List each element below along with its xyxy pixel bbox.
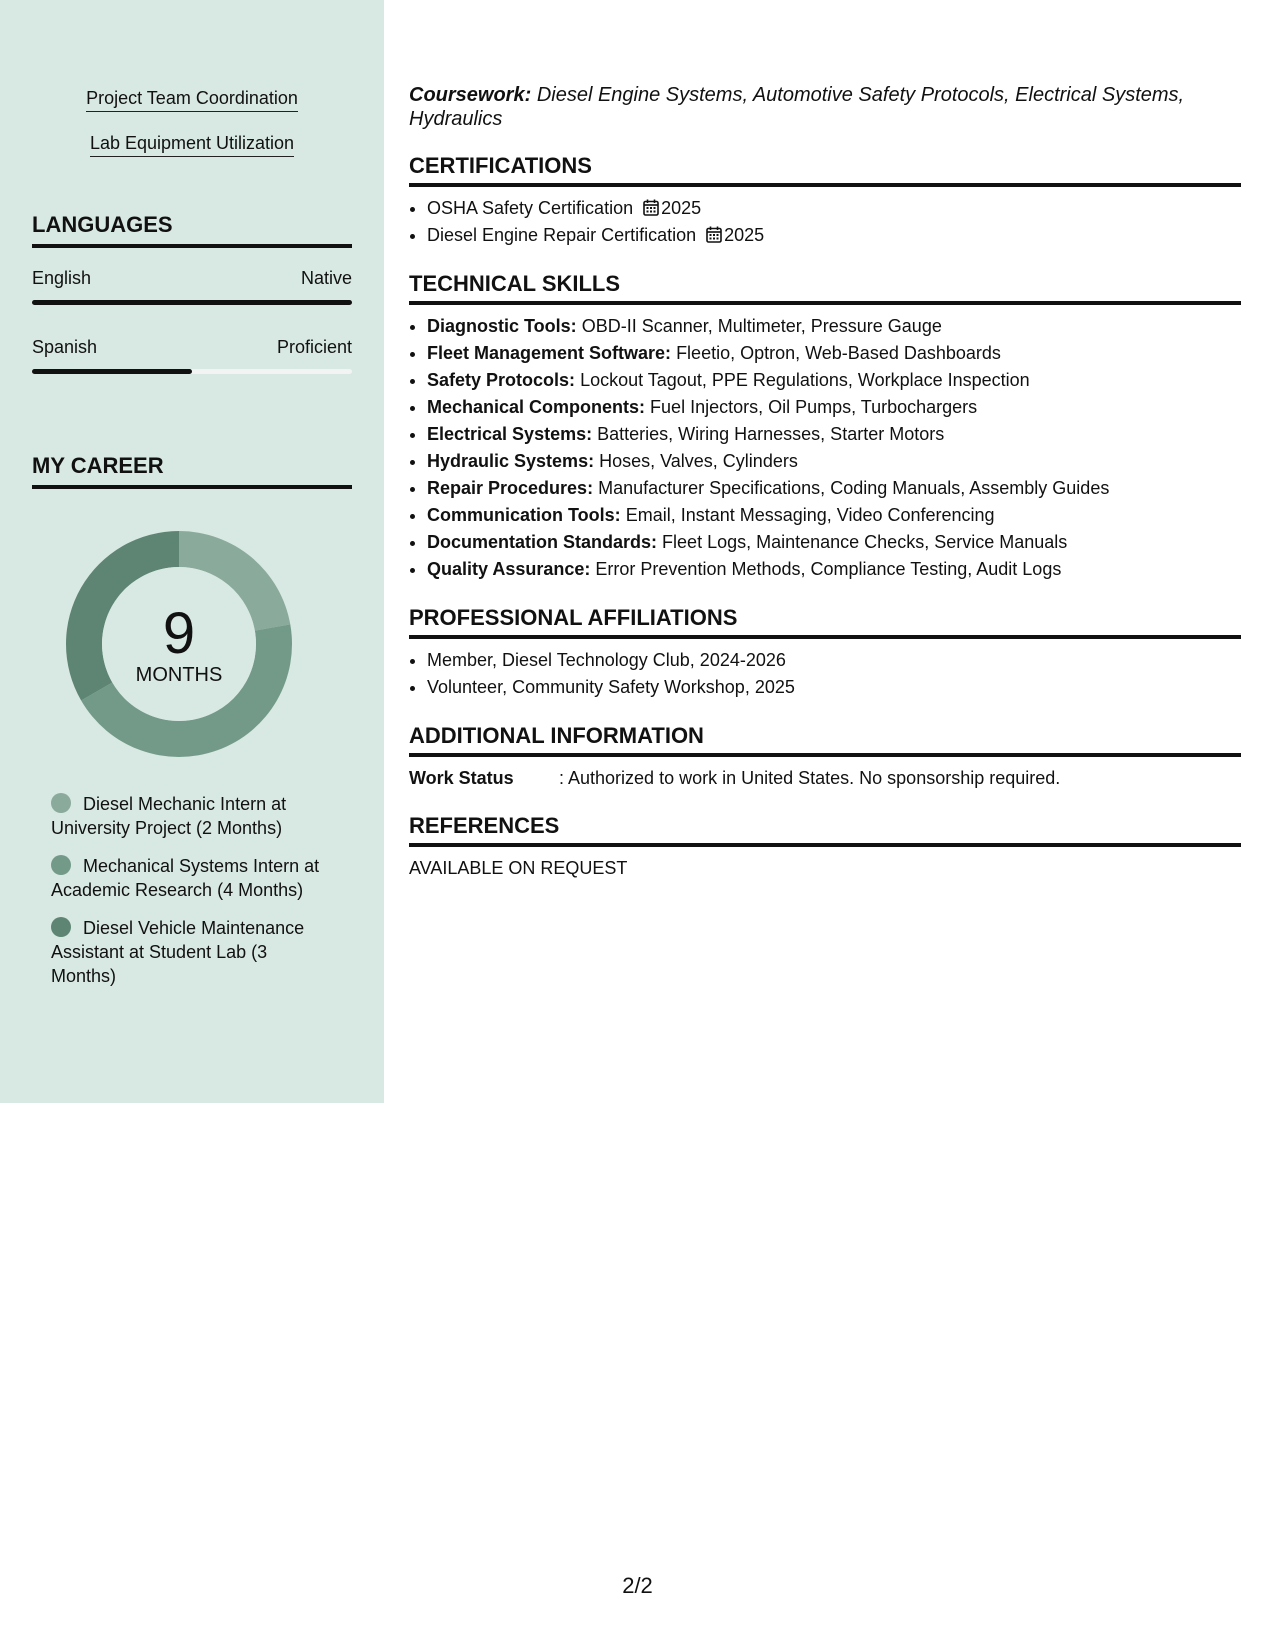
legend-dot-icon [51, 917, 71, 937]
work-status-value: : Authorized to work in United States. No sponsorship required. [559, 768, 1061, 788]
skill-category: Fleet Management Software: [427, 343, 672, 363]
certification-item [427, 222, 1241, 249]
skill-category: Electrical Systems: [427, 424, 593, 444]
career-heading: MY CAREER [32, 453, 352, 489]
technical-skill-item [427, 556, 1241, 583]
skill-values: Error Prevention Methods, Compliance Testing, Audit Logs [595, 559, 1062, 579]
career-legend-item [51, 916, 326, 988]
language-bar-fill [32, 369, 192, 374]
certification-year: 2025 [724, 225, 765, 245]
skill-category: Hydraulic Systems: [427, 451, 595, 471]
technical-skill-item [427, 313, 1241, 340]
language-row-spanish [32, 337, 352, 358]
technical-skills-heading: TECHNICAL SKILLS [409, 271, 1241, 305]
career-legend-item [51, 854, 326, 902]
skill-item [0, 133, 384, 157]
technical-skill-item [427, 421, 1241, 448]
language-bar-english [32, 300, 352, 305]
technical-skill-item [427, 475, 1241, 502]
calendar-icon [643, 199, 659, 216]
technical-skill-item [427, 448, 1241, 475]
additional-info-heading: ADDITIONAL INFORMATION [409, 723, 1241, 757]
technical-skill-item [427, 367, 1241, 394]
skill-values: Batteries, Wiring Harnesses, Starter Motors [597, 424, 945, 444]
career-legend-label: Mechanical Systems Intern at Academic Research (4 Months) [51, 856, 320, 900]
calendar-icon [706, 226, 722, 243]
career-legend [51, 792, 326, 1002]
skill-values: Fleet Logs, Maintenance Checks, Service Manuals [662, 532, 1068, 552]
language-level: Proficient [276, 337, 352, 357]
technical-skill-item [427, 529, 1241, 556]
references-text: AVAILABLE ON REQUEST [409, 858, 628, 878]
career-legend-item [51, 792, 326, 840]
career-total: 9 [162, 601, 196, 666]
main-content [409, 83, 1241, 881]
skill-category: Repair Procedures: [427, 478, 594, 498]
skill-label: Lab Equipment Utilization [90, 133, 294, 157]
coursework [409, 83, 1241, 131]
skill-values: Lockout Tagout, PPE Regulations, Workplace Inspection [580, 370, 1030, 390]
affiliations-list [409, 647, 1241, 701]
skill-category: Documentation Standards: [427, 532, 658, 552]
certification-name: Diesel Engine Repair Certification [427, 225, 697, 245]
technical-skill-item [427, 502, 1241, 529]
skill-values: OBD-II Scanner, Multimeter, Pressure Gauge [581, 316, 942, 336]
certification-year: 2025 [661, 198, 702, 218]
skill-label: Project Team Coordination [86, 88, 298, 112]
technical-skill-item [427, 340, 1241, 367]
skill-values: Fleetio, Optron, Web-Based Dashboards [676, 343, 1001, 363]
legend-dot-icon [51, 793, 71, 813]
career-legend-label: Diesel Mechanic Intern at University Project (2 Months) [51, 794, 287, 838]
certification-name: OSHA Safety Certification [427, 198, 634, 218]
legend-dot-icon [51, 855, 71, 875]
skill-values: Manufacturer Specifications, Coding Manuals, Assembly Guides [598, 478, 1110, 498]
skill-values: Hoses, Valves, Cylinders [599, 451, 798, 471]
language-row-english [32, 268, 352, 289]
skill-category: Safety Protocols: [427, 370, 576, 390]
skill-values: Email, Instant Messaging, Video Conferencing [625, 505, 995, 525]
skill-category: Mechanical Components: [427, 397, 646, 417]
page-number: 2/2 [622, 1573, 653, 1598]
affiliations-heading: PROFESSIONAL AFFILIATIONS [409, 605, 1241, 639]
affiliation-item: • Member, Diesel Technology Club, 2024-2026 [427, 647, 1241, 674]
references-heading: REFERENCES [409, 813, 1241, 847]
coursework-label: Coursework: [409, 84, 532, 106]
skill-item [0, 88, 384, 112]
work-status-label: Work Status [409, 768, 514, 788]
language-bar-spanish [32, 369, 352, 374]
career-legend-label: Diesel Vehicle Maintenance Assistant at Student Lab (3 Months) [51, 918, 305, 986]
skill-values: Fuel Injectors, Oil Pumps, Turbochargers [650, 397, 978, 417]
skill-category: Diagnostic Tools: [427, 316, 577, 336]
language-name: English [32, 268, 92, 288]
certifications-list [409, 195, 1241, 249]
career-unit: MONTHS [135, 664, 223, 686]
certification-item [427, 195, 1241, 222]
technical-skill-item [427, 394, 1241, 421]
languages-heading: LANGUAGES [32, 212, 352, 248]
skill-category: Quality Assurance: [427, 559, 591, 579]
sidebar [0, 0, 384, 1103]
language-name: Spanish [32, 337, 98, 357]
skill-category: Communication Tools: [427, 505, 621, 525]
coursework-text: Diesel Engine Systems, Automotive Safety Protocols, Electrical Systems, Hydraulics [409, 84, 1185, 130]
technical-skills-list [409, 313, 1241, 583]
certifications-heading: CERTIFICATIONS [409, 153, 1241, 187]
language-bar-fill [32, 300, 352, 305]
language-level: Native [300, 268, 352, 288]
affiliation-item: • Volunteer, Community Safety Workshop, 2025 [427, 674, 1241, 701]
work-status-row [409, 765, 1241, 791]
